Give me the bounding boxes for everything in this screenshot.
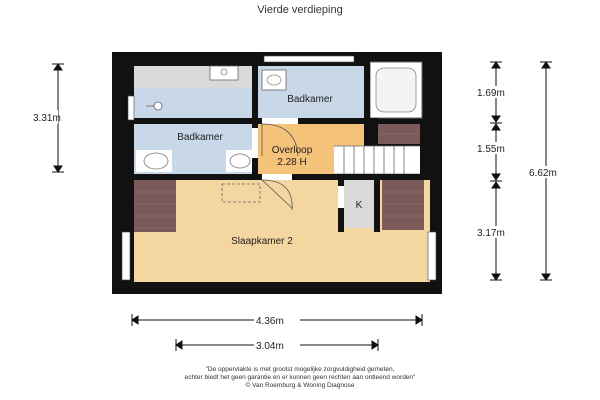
skylight-top [264, 56, 354, 62]
dim-label-right-2: 1.55m [477, 144, 505, 155]
shower-head [154, 102, 162, 110]
bathroom-left-floor [134, 88, 252, 118]
room-label-landing-height: 2.28 H [277, 157, 307, 168]
staircase [334, 146, 420, 174]
room-label-landing: Overloop [271, 145, 313, 156]
dim-label-width-inner: 3.04m [256, 341, 284, 352]
dim-label-left-height: 3.31m [33, 113, 61, 124]
copyright-line: © Van Roemburg & Woning Diagnose [245, 382, 355, 389]
room-label-bedroom: Slaapkamer 2 [231, 236, 293, 247]
disclaimer-line-2: echter biedt het geen garantie en er kunnen geen rechten aan ontleend worden" [184, 374, 416, 381]
room-label-bath-top: Badkamer [287, 94, 333, 105]
sink-left-upper [210, 66, 238, 80]
dim-label-right-total: 6.62m [529, 168, 557, 179]
floor-title: Vierde verdieping [257, 4, 343, 16]
window-right-bedroom [428, 232, 436, 280]
window-left-bedroom [122, 232, 130, 280]
room-label-bath-left: Badkamer [177, 132, 223, 143]
disclaimer-line-1: "De oppervlakte is met grootst mogelijke zorgvuldigheid gemeten, [205, 366, 395, 373]
sink-top [262, 70, 286, 90]
dim-label-width-total: 4.36m [256, 316, 284, 327]
dim-label-right-1: 1.69m [477, 88, 505, 99]
window-left-bath [128, 96, 134, 120]
room-label-closet: K [355, 200, 363, 211]
dim-label-right-3: 3.17m [477, 228, 505, 239]
slope-right [382, 180, 424, 230]
